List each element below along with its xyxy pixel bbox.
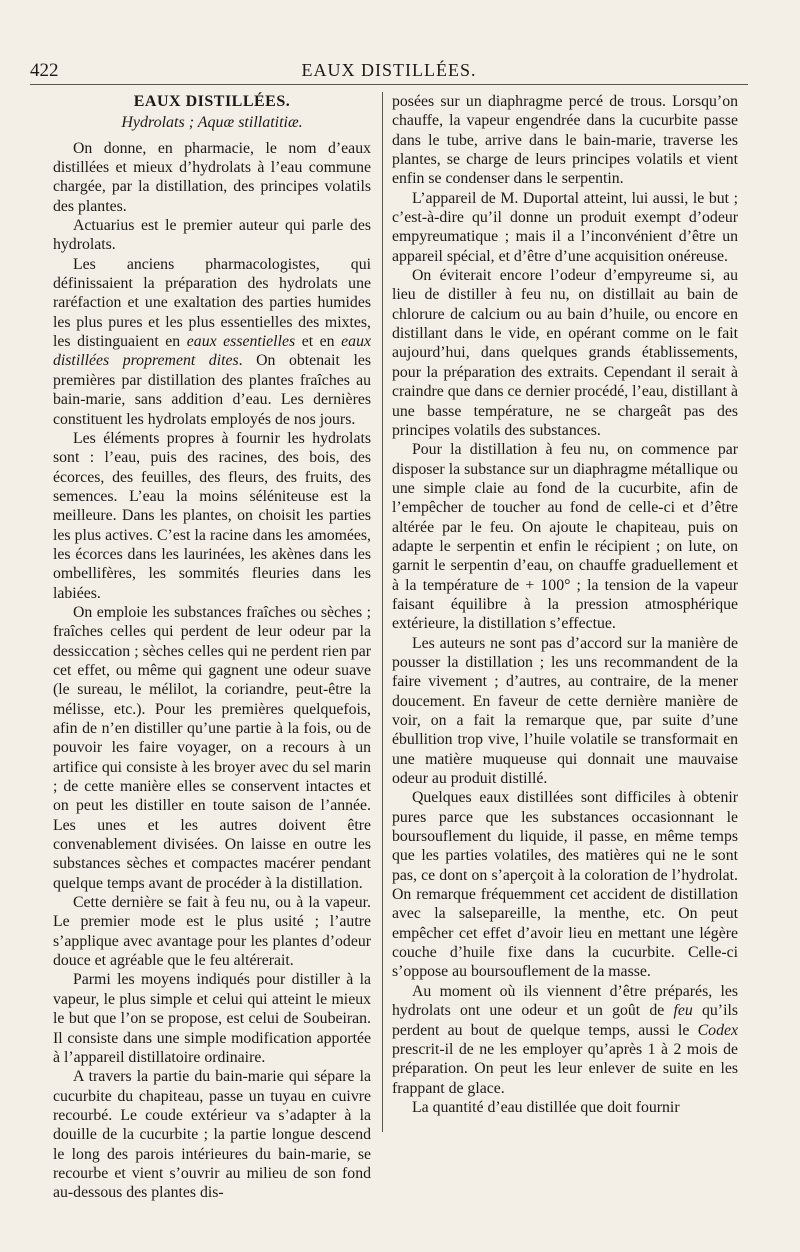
paragraph: Actuarius est le premier auteur qui parle des hydrolats. (53, 217, 371, 254)
paragraph: Quelques eaux distillées sont difficiles à obtenir pures parce que les substances occasionnant le boursouflement du liquide, il passe, en même temps que les parties volatiles, des matières qui ne le sont pas, ce dont on s’aperçoit à la coloration de l’hydrolat. On remarque fréquemment cet accident de distillation avec la salsepareille, la menthe, etc. On peut empêcher cet effet d’avoir lieu en mettant une légère couche d’huile fixe dans la cucurbite. Celle-ci s’oppose au boursouflement de la masse. (392, 789, 738, 981)
italic-term: Codex (697, 1021, 738, 1039)
paragraph: Les auteurs ne sont pas d’accord sur la manière de pousser la distillation ; les uns recommandent de la faire vivement ; d’autres, au contraire, de la mener doucement. En faveur de cette dernière manière de voir, on a fait la remarque que, par suite d’une ébullition trop vive, l’huile volatile se transformait en une matière muqueuse qui donnait une mauvaise odeur au produit distillé. (392, 634, 738, 788)
paragraph: posées sur un diaphragme percé de trous. Lorsqu’on chauffe, la vapeur engendrée dans la cucurbite passe dans le tube, arrive dans le bain-marie, traverse les plantes, se charge de leurs principes volatils et vient enfin se condenser dans le serpentin. (392, 93, 738, 188)
paragraph: On donne, en pharmacie, le nom d’eaux distillées et mieux d’hydrolats à l’eau commune chargée, par la distillation, des principes volatils des plantes. (53, 139, 371, 215)
paragraph: On éviterait encore l’odeur d’empyreume si, au lieu de distiller à feu nu, on distillait au bain de chlorure de calcium ou au bain d’huile, ou encore en distillant dans le vide, en opérant comme on le fait aujourd’hui, dans quelques grands établissements, pour la préparation des extraits. Cependant il serait à craindre que dans ce dernier procédé, l’eau, distillant à une basse température, ne se chargeât pas des principes volatils des substances. (392, 267, 738, 439)
right-column (392, 92, 738, 1117)
paragraph: Pour la distillation à feu nu, on commence par disposer la substance sur un diaphragme métallique ou une simple claie au fond de la cucurbite, afin de l’empêcher de toucher au fond de celle-ci et d’être altérée par le feu. On ajoute le chapiteau, puis on adapte le serpentin et enfin le récipient ; on lute, on garnit le serpentin d’eau, on chauffe graduellement et à la température de + 100° ; la tension de la vapeur faisant équilibre à la pression atmosphérique extérieure, la distillation s’effectue. (392, 441, 738, 633)
paragraph: Au moment où ils viennent d’être préparés, les hydrolats ont une odeur et un goût de feu qu’ils perdent au bout de quelque temps, aussi le Codex prescrit-il de ne les employer qu’après 1 à 2 mois de préparation. On peut les leur enlever de suite en les frappant de glace. (392, 982, 738, 1097)
paragraph: A travers la partie du bain-marie qui sépare la cucurbite du chapiteau, passe un tuyau en cuivre recourbé. Le coude extérieur va s’adapter à la douille de la cucurbite ; la partie longue descend le long des parois intérieures du bain-marie, se recourbe et vient s’ouvrir au milieu de son fond au-dessous des plantes dis- (53, 1068, 371, 1202)
page-number: 422 (30, 60, 59, 81)
paragraph: Cette dernière se fait à feu nu, ou à la vapeur. Le premier mode est le plus usité ; l’autre s’applique avec avantage pour les plantes d’odeur douce et agréable que le feu altérerait. (53, 894, 371, 970)
paragraph: L’appareil de M. Duportal atteint, lui aussi, le but ; c’est-à-dire qu’il donne un produit exempt d’odeur empyreumatique ; mais il a l’inconvénient d’être un appareil spécial, et d’être d’une acquisition onéreuse. (392, 189, 738, 265)
section-title: EAUX DISTILLÉES. (133, 93, 291, 110)
italic-term: eaux essentielles (186, 333, 296, 351)
italic-term: feu (673, 1002, 693, 1020)
paragraph: La quantité d’eau distillée que doit fournir (412, 1098, 680, 1116)
running-head (30, 60, 748, 85)
paragraph: Parmi les moyens indiqués pour distiller à la vapeur, le plus simple et celui qui atteint le mieux le but que l’on se propose, est celui de Soubeiran. Il consiste dans une simple modification apportée à l’appareil distillatoire ordinaire. (53, 971, 371, 1066)
left-column (53, 92, 371, 1203)
paragraph: Les anciens pharmacologistes, qui définissaient la préparation des hydrolats une raréfaction et une exaltation des parties humides les plus pures et les plus essentielles des mixtes, les distinguaient en eaux essentielles et en eaux distillées proprement dites. On obtenait les premières par distillation des plantes fraîches au bain-marie, sans addition d’eau. Les dernières constituent les hydrolats employés de nos jours. (53, 255, 371, 428)
paragraph: Les éléments propres à fournir les hydrolats sont : l’eau, puis des racines, des bois, des écorces, des feuilles, des fleurs, des fruits, des semences. L’eau la moins séléniteuse est la meilleure. Dans les plantes, on choisit les parties les plus actives. C’est la racine dans les amomées, les écorces dans les laurinées, les akènes dans les ombellifères, les sommités fleuries dans les labiées. (53, 429, 371, 602)
section-subtitle: Hydrolats ; Aquæ stillatitiæ. (121, 114, 303, 132)
running-title: EAUX DISTILLÉES. (301, 60, 477, 80)
column-divider (382, 92, 383, 1132)
paragraph: On emploie les substances fraîches ou sèches ; fraîches celles qui perdent de leur odeur par la dessiccation ; sèches celles qui ne perdent rien par cet effet, ou même qui gagnent une odeur suave (le sureau, le mélilot, la coriandre, peut-être la mélisse, etc.). Pour les premières quelquefois, afin de n’en distiller qu’une partie à la fois, ou de pouvoir les faire voyager, on a recours à un artifice qui consiste à les broyer avec du sel marin ; de cette manière elles se conservent intactes et on peut les distiller en toute saison de l’année. Les unes et les autres doivent être convenablement divisées. On laisse en outre les substances sèches et compactes macérer pendant quelque temps avant de procéder à la distillation. (53, 603, 371, 892)
italic-term: eaux distillées proprement dites (53, 333, 371, 370)
